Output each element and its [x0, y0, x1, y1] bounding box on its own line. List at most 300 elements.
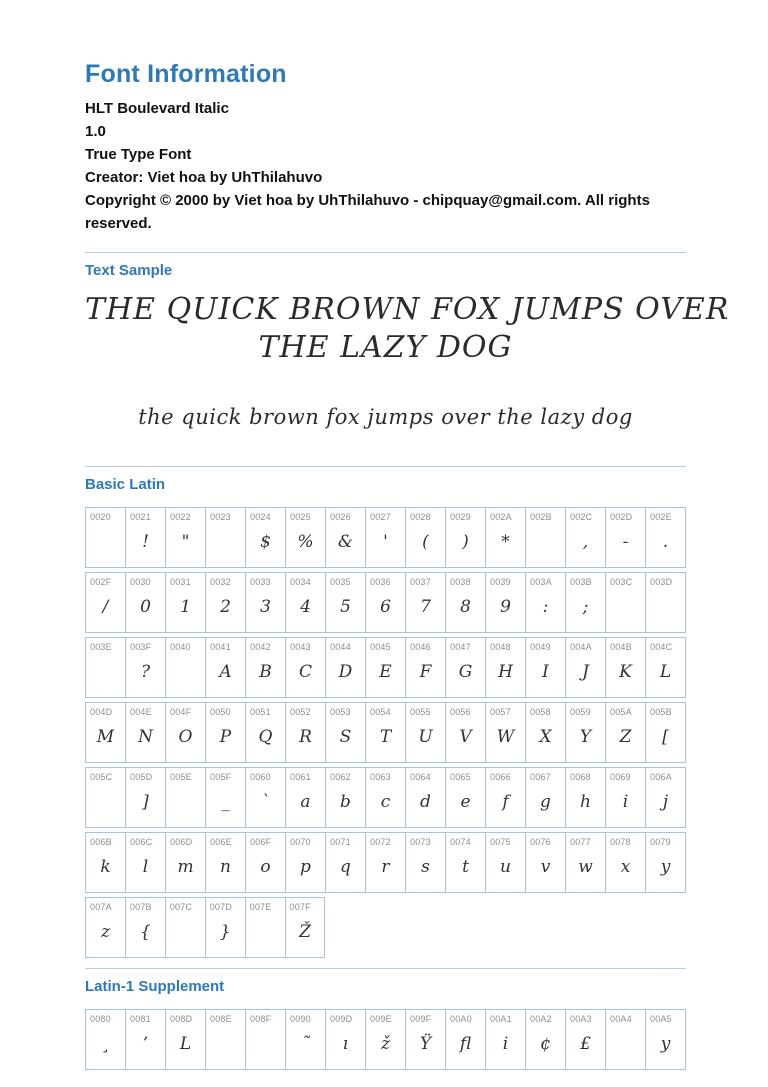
glyph: n: [220, 856, 231, 877]
glyph-cell: [205, 898, 245, 957]
glyph: ;: [582, 596, 589, 617]
glyph: l: [142, 856, 149, 877]
glyph: h: [580, 791, 591, 812]
glyph: ˜: [301, 1033, 310, 1054]
glyph: H: [498, 661, 513, 682]
codepoint-label: 0068: [570, 772, 591, 782]
codepoint-label: 0053: [330, 707, 351, 717]
glyph-cell: [605, 1010, 645, 1069]
glyph-cell: [165, 638, 205, 697]
glyph: ž: [381, 1033, 390, 1054]
glyph: ?: [140, 661, 151, 682]
codepoint-label: 0026: [330, 512, 351, 522]
glyph: {: [139, 921, 151, 942]
glyph-cell: [165, 768, 205, 827]
page-title: Font Information: [85, 60, 287, 88]
glyph: X: [539, 726, 552, 747]
glyph-cell: [86, 1010, 125, 1069]
glyph-cell: [405, 508, 445, 567]
codepoint-label: 008E: [210, 1014, 232, 1024]
glyph: s: [421, 856, 430, 877]
glyph-cell: [605, 508, 645, 567]
glyph: f: [502, 791, 509, 812]
sample-text-lowercase: the quick brown fox jumps over the lazy dog: [138, 405, 633, 429]
glyph: [526, 522, 565, 567]
font-type: True Type Font: [85, 146, 192, 163]
glyph: L: [659, 661, 672, 682]
glyph: d: [420, 791, 431, 812]
codepoint-label: 00A1: [490, 1014, 512, 1024]
glyph-cell: [165, 573, 205, 632]
glyph: R: [299, 726, 312, 747]
glyph-cell: [245, 833, 285, 892]
glyph-cell: [645, 1010, 685, 1069]
glyph-row: [85, 1009, 686, 1070]
glyph-cell: [86, 703, 125, 762]
glyph-cell: [405, 833, 445, 892]
glyph-cell: [605, 833, 645, 892]
codepoint-label: 0061: [290, 772, 311, 782]
glyph-cell: [445, 1010, 485, 1069]
codepoint-label: 0039: [490, 577, 511, 587]
glyph: P: [219, 726, 232, 747]
codepoint-label: 0064: [410, 772, 431, 782]
glyph: !: [142, 531, 149, 552]
glyph-cell: [565, 508, 605, 567]
glyph-row: [85, 637, 686, 698]
glyph: x: [620, 856, 631, 877]
glyph: $: [260, 531, 271, 552]
glyph-cell: [245, 898, 285, 957]
codepoint-label: 003D: [650, 577, 673, 587]
codepoint-label: 002C: [570, 512, 593, 522]
codepoint-label: 0065: [450, 772, 471, 782]
glyph-cell: [205, 508, 245, 567]
codepoint-label: 0090: [290, 1014, 311, 1024]
glyph-cell: [565, 573, 605, 632]
glyph-cell: [525, 573, 565, 632]
codepoint-label: 004F: [170, 707, 192, 717]
codepoint-label: 002E: [650, 512, 672, 522]
glyph: 5: [340, 596, 351, 617]
glyph-cell: [365, 703, 405, 762]
codepoint-label: 007E: [249, 902, 272, 912]
glyph-cell: [205, 638, 245, 697]
glyph: p: [300, 856, 311, 877]
codepoint-label: 0071: [330, 837, 351, 847]
glyph-row: [85, 897, 325, 958]
glyph-cell: [285, 833, 325, 892]
glyph: w: [578, 856, 593, 877]
codepoint-label: 006B: [90, 837, 112, 847]
codepoint-label: 002B: [530, 512, 552, 522]
glyph: ı: [342, 1033, 349, 1054]
glyph: 2: [220, 596, 231, 617]
glyph: [206, 522, 245, 567]
glyph-cell: [245, 703, 285, 762]
glyph-cell: [285, 508, 325, 567]
codepoint-label: 0080: [90, 1014, 111, 1024]
glyph-cell: [325, 573, 365, 632]
glyph: [606, 1024, 645, 1069]
glyph: 9: [500, 596, 511, 617]
codepoint-label: 0074: [450, 837, 471, 847]
glyph: o: [260, 856, 271, 877]
codepoint-label: 0049: [530, 642, 551, 652]
glyph: F: [419, 661, 432, 682]
glyph: /: [102, 596, 109, 617]
codepoint-label: 0044: [330, 642, 351, 652]
glyph: J: [582, 661, 589, 682]
codepoint-label: 0050: [210, 707, 231, 717]
glyph: y: [660, 1033, 671, 1054]
codepoint-label: 005C: [90, 772, 113, 782]
glyph-cell: [565, 703, 605, 762]
glyph-cell: [285, 573, 325, 632]
codepoint-label: 0072: [370, 837, 391, 847]
glyph: ,: [582, 531, 589, 552]
glyph-cell: [165, 1010, 205, 1069]
codepoint-label: 0070: [290, 837, 311, 847]
glyph-cell: [405, 573, 445, 632]
glyph: 8: [460, 596, 471, 617]
codepoint-label: 0055: [410, 707, 431, 717]
glyph-cell: [285, 703, 325, 762]
codepoint-label: 004A: [570, 642, 592, 652]
glyph: [606, 587, 645, 632]
glyph-cell: [86, 638, 125, 697]
glyph-cell: [405, 638, 445, 697]
codepoint-label: 0051: [250, 707, 271, 717]
codepoint-label: 0032: [210, 577, 231, 587]
divider: [85, 968, 686, 969]
glyph: :: [542, 596, 549, 617]
codepoint-label: 0029: [450, 512, 471, 522]
glyph-cell: [485, 833, 525, 892]
glyph: C: [298, 661, 312, 682]
glyph-cell: [125, 898, 165, 957]
codepoint-label: 005A: [610, 707, 632, 717]
glyph-cell: [325, 833, 365, 892]
glyph: %: [297, 531, 314, 552]
glyph-cell: [445, 638, 485, 697]
codepoint-label: 0040: [170, 642, 191, 652]
glyph-cell: [485, 768, 525, 827]
glyph-cell: [525, 833, 565, 892]
glyph-cell: [645, 833, 685, 892]
glyph-cell: [365, 573, 405, 632]
basic-latin-heading: Basic Latin: [85, 476, 166, 493]
codepoint-label: 007F: [289, 902, 311, 912]
glyph: (: [422, 531, 429, 552]
glyph: B: [259, 661, 272, 682]
codepoint-label: 0058: [530, 707, 551, 717]
glyph-cell: [605, 768, 645, 827]
codepoint-label: 0054: [370, 707, 391, 717]
glyph: [166, 652, 205, 697]
glyph-cell: [165, 898, 205, 957]
glyph-cell: [325, 508, 365, 567]
codepoint-label: 004D: [90, 707, 113, 717]
codepoint-label: 009E: [370, 1014, 392, 1024]
glyph-cell: [445, 703, 485, 762]
codepoint-label: 0042: [250, 642, 271, 652]
glyph-cell: [525, 768, 565, 827]
glyph-cell: [86, 508, 125, 567]
divider: [85, 252, 686, 253]
font-creator: Creator: Viet hoa by UhThilahuvo: [85, 169, 323, 186]
font-copyright: Copyright © 2000 by Viet hoa by UhThilahuvo - chipquay@gmail.com. All rights reserved.: [85, 192, 650, 232]
codepoint-label: 0066: [490, 772, 511, 782]
glyph: b: [340, 791, 351, 812]
glyph: G: [458, 661, 473, 682]
codepoint-label: 0025: [290, 512, 311, 522]
codepoint-label: 003E: [90, 642, 112, 652]
codepoint-label: 008D: [170, 1014, 193, 1024]
glyph: z: [100, 921, 110, 942]
glyph-cell: [125, 508, 165, 567]
glyph-cell: [565, 1010, 605, 1069]
divider: [85, 466, 686, 467]
glyph: u: [500, 856, 511, 877]
glyph: 3: [260, 596, 271, 617]
glyph-cell: [445, 573, 485, 632]
glyph: *: [501, 531, 510, 552]
glyph-cell: [245, 768, 285, 827]
codepoint-label: 0048: [490, 642, 511, 652]
glyph: 4: [300, 596, 311, 617]
glyph-cell: [325, 703, 365, 762]
glyph-cell: [86, 573, 125, 632]
glyph-cell: [205, 573, 245, 632]
codepoint-label: 005E: [170, 772, 192, 782]
codepoint-label: 00A3: [570, 1014, 592, 1024]
glyph-cell: [325, 1010, 365, 1069]
glyph: 0: [140, 596, 151, 617]
glyph-cell: [365, 1010, 405, 1069]
glyph-cell: [245, 638, 285, 697]
codepoint-label: 0079: [650, 837, 671, 847]
glyph: [646, 587, 685, 632]
codepoint-label: 005D: [130, 772, 153, 782]
codepoint-label: 0033: [250, 577, 271, 587]
glyph-cell: [445, 508, 485, 567]
glyph: c: [380, 791, 391, 812]
codepoint-label: 0059: [570, 707, 591, 717]
text-sample-heading: Text Sample: [85, 262, 173, 279]
font-version: 1.0: [85, 123, 106, 140]
latin1-supplement-grid: [85, 1009, 686, 1070]
glyph-cell: [645, 573, 685, 632]
glyph: Ÿ: [419, 1033, 432, 1054]
glyph-cell: [565, 638, 605, 697]
glyph-cell: [285, 898, 325, 957]
font-details: [85, 97, 686, 235]
glyph-cell: [125, 573, 165, 632]
glyph: fl: [459, 1033, 472, 1054]
codepoint-label: 003C: [610, 577, 633, 587]
codepoint-label: 00A2: [530, 1014, 552, 1024]
glyph: U: [418, 726, 433, 747]
codepoint-label: 0077: [570, 837, 591, 847]
glyph: [86, 782, 125, 827]
glyph-cell: [645, 638, 685, 697]
glyph-cell: [445, 833, 485, 892]
sample-upper-line2: THE LAZY DOG: [258, 330, 513, 365]
codepoint-label: 007A: [90, 902, 112, 912]
glyph: 7: [420, 596, 431, 617]
glyph-cell: [125, 833, 165, 892]
glyph-cell: [605, 703, 645, 762]
glyph-cell: [165, 508, 205, 567]
codepoint-label: 0041: [210, 642, 231, 652]
codepoint-label: 0023: [210, 512, 231, 522]
codepoint-label: 0045: [370, 642, 391, 652]
glyph: M: [96, 726, 115, 747]
glyph: [166, 912, 205, 957]
codepoint-label: 0028: [410, 512, 431, 522]
codepoint-label: 006C: [130, 837, 153, 847]
glyph: I: [542, 661, 549, 682]
glyph: 6: [380, 596, 391, 617]
codepoint-label: 006A: [650, 772, 672, 782]
codepoint-label: 00A0: [450, 1014, 472, 1024]
codepoint-label: 0024: [250, 512, 271, 522]
glyph: [86, 652, 125, 697]
glyph: N: [138, 726, 153, 747]
glyph-cell: [205, 703, 245, 762]
glyph: O: [178, 726, 193, 747]
codepoint-label: 006F: [250, 837, 272, 847]
glyph-cell: [405, 768, 445, 827]
glyph: &: [337, 531, 354, 552]
glyph: .: [662, 531, 669, 552]
glyph-cell: [86, 833, 125, 892]
codepoint-label: 00A5: [650, 1014, 672, 1024]
glyph: i: [502, 1033, 509, 1054]
glyph: ': [383, 531, 388, 552]
glyph: ": [181, 531, 190, 552]
glyph: T: [379, 726, 392, 747]
glyph: ): [462, 531, 469, 552]
glyph-cell: [485, 573, 525, 632]
glyph: a: [300, 791, 311, 812]
glyph-cell: [245, 573, 285, 632]
glyph: [86, 522, 125, 567]
glyph: D: [338, 661, 353, 682]
glyph: ¸: [101, 1033, 110, 1054]
glyph-row: [85, 767, 686, 828]
glyph-cell: [525, 508, 565, 567]
glyph: [166, 782, 205, 827]
glyph: q: [340, 856, 351, 877]
codepoint-label: 002A: [490, 512, 512, 522]
glyph: `: [261, 791, 270, 812]
glyph-cell: [285, 768, 325, 827]
glyph: t: [462, 856, 469, 877]
glyph-cell: [86, 898, 125, 957]
codepoint-label: 0075: [490, 837, 511, 847]
codepoint-label: 0046: [410, 642, 431, 652]
codepoint-label: 0063: [370, 772, 391, 782]
glyph-cell: [165, 833, 205, 892]
glyph: m: [177, 856, 194, 877]
glyph-cell: [365, 833, 405, 892]
glyph-cell: [405, 1010, 445, 1069]
codepoint-label: 0027: [370, 512, 391, 522]
glyph: j: [662, 791, 669, 812]
codepoint-label: 003A: [530, 577, 552, 587]
codepoint-label: 004B: [610, 642, 632, 652]
glyph-cell: [485, 703, 525, 762]
glyph: £: [580, 1033, 591, 1054]
basic-latin-grid: [85, 507, 686, 958]
codepoint-label: 006E: [210, 837, 232, 847]
glyph: [246, 912, 285, 957]
glyph: L: [179, 1033, 192, 1054]
codepoint-label: 0036: [370, 577, 391, 587]
glyph: v: [540, 856, 551, 877]
codepoint-label: 008F: [250, 1014, 272, 1024]
glyph: y: [660, 856, 671, 877]
codepoint-label: 0076: [530, 837, 551, 847]
codepoint-label: 0031: [170, 577, 191, 587]
codepoint-label: 003B: [570, 577, 592, 587]
codepoint-label: 0034: [290, 577, 311, 587]
codepoint-label: 0047: [450, 642, 471, 652]
glyph-cell: [365, 638, 405, 697]
glyph-cell: [285, 1010, 325, 1069]
glyph-cell: [245, 508, 285, 567]
glyph: Z: [619, 726, 632, 747]
glyph: 1: [180, 596, 191, 617]
glyph: -: [622, 531, 629, 552]
latin1-supplement-heading: Latin-1 Supplement: [85, 978, 225, 995]
glyph-cell: [645, 508, 685, 567]
glyph: k: [100, 856, 111, 877]
glyph-cell: [565, 833, 605, 892]
glyph: Y: [579, 726, 592, 747]
glyph-cell: [565, 768, 605, 827]
glyph-cell: [605, 638, 645, 697]
glyph: ]: [142, 791, 149, 812]
glyph: r: [381, 856, 390, 877]
glyph-cell: [285, 638, 325, 697]
glyph: [206, 1024, 245, 1069]
glyph: V: [459, 726, 472, 747]
codepoint-label: 0052: [290, 707, 311, 717]
glyph-row: [85, 702, 686, 763]
glyph-row: [85, 832, 686, 893]
glyph-cell: [125, 638, 165, 697]
codepoint-label: 0069: [610, 772, 631, 782]
glyph-cell: [325, 638, 365, 697]
glyph-cell: [485, 638, 525, 697]
glyph-row: [85, 507, 686, 568]
glyph: [246, 1024, 285, 1069]
glyph: E: [379, 661, 392, 682]
glyph-cell: [205, 1010, 245, 1069]
glyph-cell: [245, 1010, 285, 1069]
codepoint-label: 005B: [650, 707, 672, 717]
codepoint-label: 0067: [530, 772, 551, 782]
codepoint-label: 0035: [330, 577, 351, 587]
codepoint-label: 0073: [410, 837, 431, 847]
codepoint-label: 0078: [610, 837, 631, 847]
glyph-cell: [205, 833, 245, 892]
codepoint-label: 007C: [169, 902, 193, 912]
glyph-cell: [86, 768, 125, 827]
